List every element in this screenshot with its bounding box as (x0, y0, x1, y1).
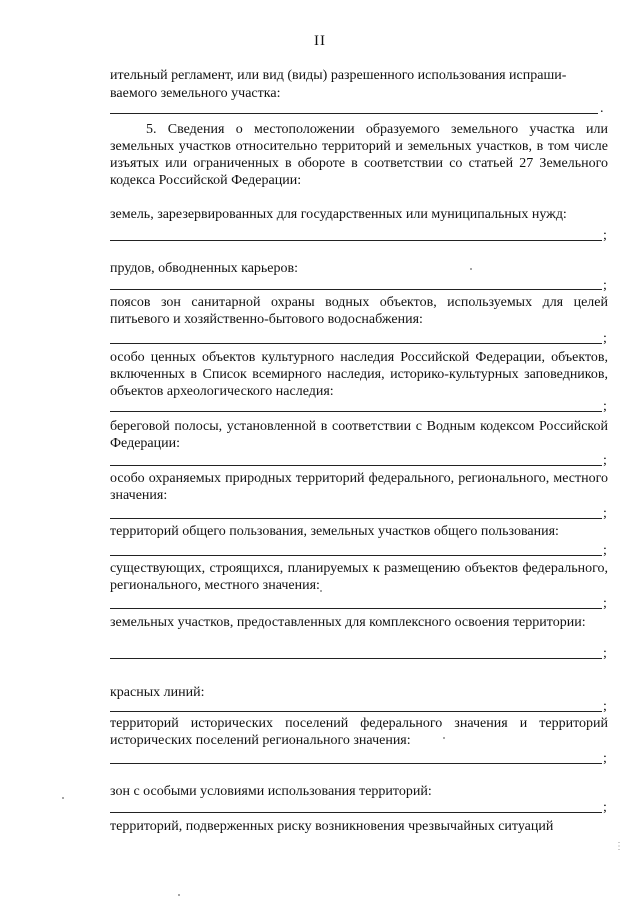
blank-line-objects (110, 608, 602, 609)
blank-line-coastal-strip (110, 465, 602, 466)
semicolon: ; (603, 399, 607, 414)
blank-line-special-conditions (110, 812, 602, 813)
semicolon: ; (603, 646, 607, 661)
semicolon: ; (603, 543, 607, 558)
blank-line-red-lines (110, 711, 602, 712)
scan-speck (320, 590, 322, 592)
semicolon: ; (603, 331, 607, 346)
margin-mark: ⋮ (614, 841, 624, 852)
item-text-emergency-risk: территорий, подверженных риску возникновения чрезвычайных ситуаций (110, 819, 554, 834)
semicolon: ; (603, 596, 607, 611)
item-text-common-use: территорий общего пользования, земельных участков общего пользования: (110, 524, 559, 539)
page-number: II (314, 33, 326, 49)
blank-line-1 (110, 113, 598, 114)
item-text-reserved-lands: земель, зарезервированных для государственных или муниципальных нужд: (110, 207, 567, 222)
blank-line-ponds (110, 289, 602, 290)
semicolon: ; (603, 800, 607, 815)
item-text-red-lines: красных линий: (110, 685, 205, 700)
blank-line-common-use (110, 555, 602, 556)
line-end-period: . (600, 101, 604, 116)
scan-speck (178, 894, 180, 896)
blank-line-reserved-lands (110, 240, 602, 241)
item-text-coastal-strip: береговой полосы, установленной в соответствии с Водным кодексом Российской Федерации: (110, 419, 608, 451)
item-text-ponds: прудов, обводненных карьеров: (110, 261, 299, 276)
item-text-historic-settlements: территорий исторических поселений федерального значения и территорий исторических поселений регионального значения: (110, 716, 608, 748)
semicolon: ; (603, 751, 607, 766)
text-line-1: ительный регламент, или вид (виды) разрешенного использования испраши- (110, 68, 567, 83)
scan-speck (62, 797, 64, 799)
blank-line-sanitary-zones (110, 343, 602, 344)
item-text-objects: существующих, строящихся, планируемых к размещению объектов федерального, регионального, местного значения: (110, 561, 608, 593)
scan-speck (443, 737, 445, 739)
item-text-sanitary-zones: поясов зон санитарной охраны водных объектов, используемых для целей питьевого и хозяйственно-бытового водоснабжения: (110, 295, 608, 327)
section-5-heading: 5. Сведения о местоположении образуемого земельного участка или земельных участков относительно территорий и земельных участков, в том числе изъятых или ограниченных в обороте в соответствии со статьей 27 Земельного кодекса Российской Федерации: (110, 122, 608, 188)
blank-line-cultural-heritage (110, 411, 602, 412)
item-text-protected-areas: особо охраняемых природных территорий федерального, регионального, местного значения: (110, 471, 608, 503)
blank-line-protected-areas (110, 518, 602, 519)
semicolon: ; (603, 278, 607, 293)
semicolon: ; (603, 228, 607, 243)
text-line-2: ваемого земельного участка: (110, 86, 281, 101)
semicolon: ; (603, 699, 607, 714)
semicolon: ; (603, 506, 607, 521)
item-text-cultural-heritage: особо ценных объектов культурного наследия Российской Федерации, объектов, включенных в Список всемирного наследия, историко-культурных заповедников, объектов археологического наследия: (110, 350, 608, 399)
scan-speck (470, 268, 472, 270)
item-text-complex-development: земельных участков, предоставленных для комплексного освоения территории: (110, 615, 586, 630)
semicolon: ; (603, 453, 607, 468)
item-text-special-conditions: зон с особыми условиями использования территорий: (110, 784, 432, 799)
blank-line-complex-development (110, 658, 602, 659)
blank-line-historic-settlements (110, 763, 602, 764)
